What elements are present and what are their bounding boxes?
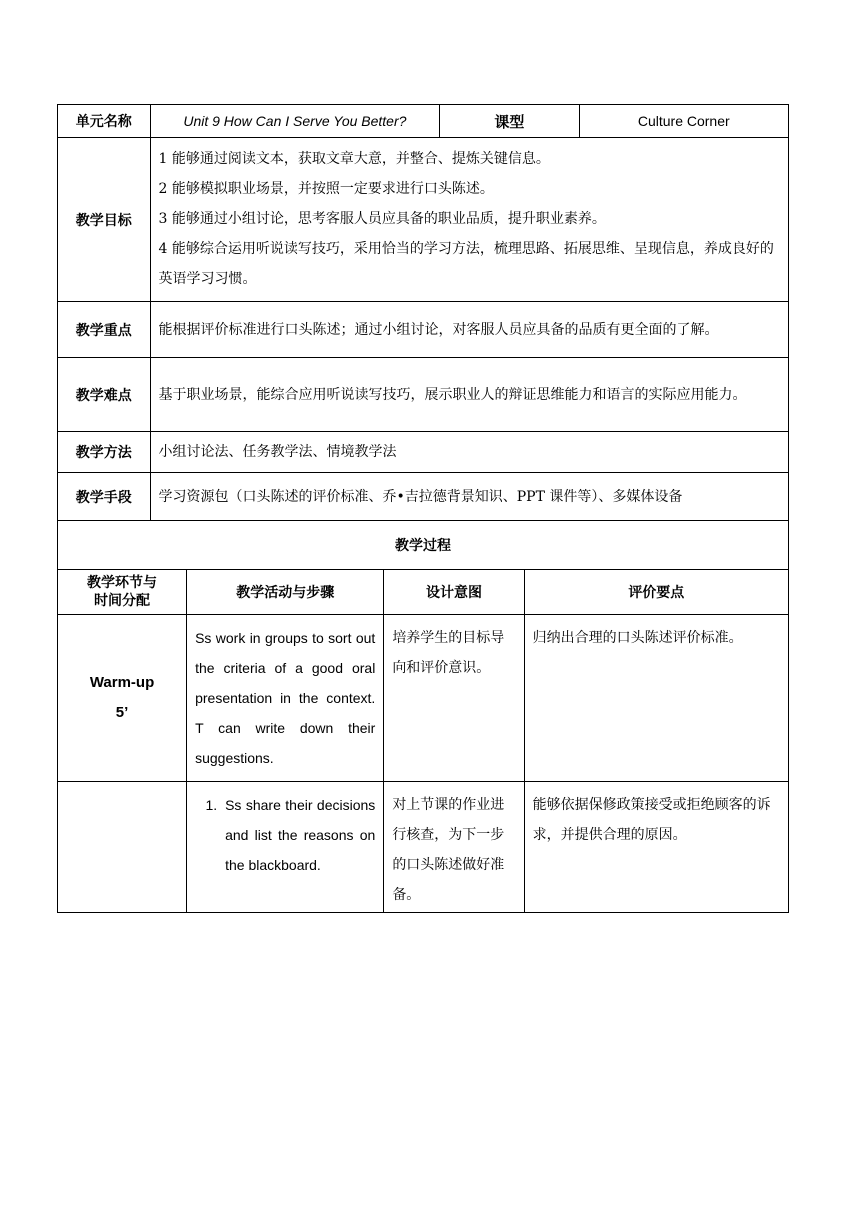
unit-name-value: Unit 9 How Can I Serve You Better? — [150, 105, 440, 138]
key-points-row — [58, 302, 789, 358]
methods-text: 小组讨论法、任务教学法、情境教学法 — [150, 432, 789, 473]
goal-item: 3 能够通过小组讨论，思考客服人员应具备的职业品质，提升职业素养。 — [158, 211, 606, 227]
means-text: 学习资源包（口头陈述的评价标准、乔•吉拉德背景知识、PPT 课件等）、多媒体设备 — [150, 473, 789, 521]
activity-list — [187, 790, 375, 880]
stage-name: Warm-up — [89, 674, 155, 691]
column-header-evaluation: 评价要点 — [524, 570, 788, 615]
column-header-stage-line2: 时间分配 — [94, 593, 151, 609]
goals-label: 教学目标 — [58, 138, 151, 302]
column-header-intent: 设计意图 — [384, 570, 524, 615]
means-row — [58, 473, 789, 521]
means-label: 教学手段 — [58, 473, 151, 521]
process-header-row — [58, 570, 789, 615]
process-row — [58, 615, 789, 782]
evaluation-cell: 能够依据保修政策接受或拒绝顾客的诉求，并提供合理的原因。 — [524, 782, 788, 913]
difficulties-text: 基于职业场景，能综合应用听说读写技巧，展示职业人的辩证思维能力和语言的实际应用能力。 — [150, 358, 789, 432]
activity-list-item: 1. Ss share their decisions and list the reasons on the blackboard. — [221, 790, 375, 880]
difficulties-label: 教学难点 — [58, 358, 151, 432]
lesson-type-label: 课型 — [440, 105, 579, 138]
intent-cell: 培养学生的目标导向和评价意识。 — [384, 615, 524, 782]
key-points-label: 教学重点 — [58, 302, 151, 358]
column-header-stage-line1: 教学环节与 — [87, 575, 158, 591]
process-title: 教学过程 — [58, 521, 789, 570]
evaluation-cell: 归纳出合理的口头陈述评价标准。 — [524, 615, 788, 782]
process-row — [58, 782, 789, 913]
lesson-type-value: Culture Corner — [579, 105, 788, 138]
column-header-activity: 教学活动与步骤 — [187, 570, 384, 615]
goal-item: 4 能够综合运用听说读写技巧，采用恰当的学习方法，梳理思路、拓展思维、呈现信息，养成良好的英语学习习惯。 — [158, 241, 774, 287]
methods-label: 教学方法 — [58, 432, 151, 473]
goal-item: 2 能够模拟职业场景，并按照一定要求进行口头陈述。 — [158, 181, 494, 197]
goals-content — [150, 138, 789, 302]
stage-time: 5’ — [115, 704, 129, 721]
key-points-text: 能根据评价标准进行口头陈述；通过小组讨论，对客服人员应具备的品质有更全面的了解。 — [150, 302, 789, 358]
stage-cell — [58, 782, 187, 913]
lesson-plan-table — [57, 104, 789, 913]
lesson-plan — [57, 104, 789, 913]
goal-item: 1 能够通过阅读文本，获取文章大意，并整合、提炼关键信息。 — [158, 151, 550, 167]
unit-name-label: 单元名称 — [58, 105, 151, 138]
activity-cell: Ss work in groups to sort out the criteria of a good oral presentation in the context. T can write down their suggestions. — [187, 615, 384, 782]
activity-cell — [187, 782, 384, 913]
methods-row — [58, 432, 789, 473]
column-header-stage — [58, 570, 187, 615]
header-row — [58, 105, 789, 138]
intent-cell: 对上节课的作业进行核查，为下一步的口头陈述做好准备。 — [384, 782, 524, 913]
stage-cell — [58, 615, 187, 782]
goals-row — [58, 138, 789, 302]
process-title-row — [58, 521, 789, 570]
difficulties-row — [58, 358, 789, 432]
